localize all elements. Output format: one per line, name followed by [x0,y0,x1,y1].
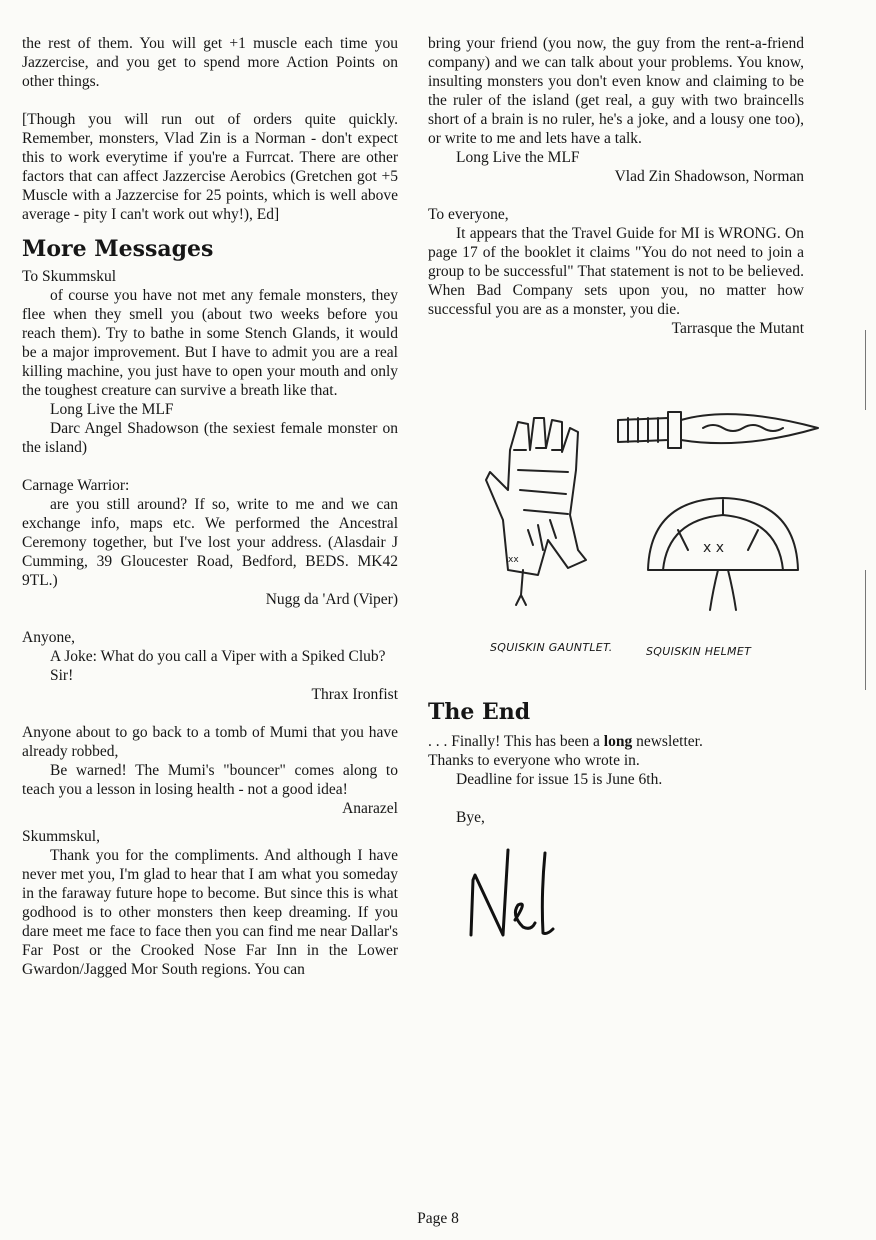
gauntlet-drawing [478,410,608,610]
closing-line-2: Thanks to everyone who wrote in. [428,752,640,769]
svg-text:xx: xx [508,555,519,565]
message-recipient: To Skummskul [22,268,117,285]
message-recipient: Carnage Warrior: [22,477,130,494]
message-reply-skummskul [22,827,398,979]
message-joke [22,628,398,704]
page-number: Page 8 [417,1210,459,1227]
dagger-drawing [613,400,823,460]
message-body: Thank you for the compliments. And although I have never met you, I'm glad to hear that I am what you someday in the faraway future hope to become. But since this is what godhood is to other monsters then keep dreaming. If you dare meet me face to face then you can find me near Dallar's Far Post or the Crooked Nose Far Inn in the Lower Gwardon/Jagged Mor South regions. You can [22,847,398,978]
helmet-drawing [638,490,808,630]
closing-text: . . . Finally! This has been a [428,733,604,750]
message-recipient: Skummskul, [22,828,100,845]
intro-paragraph: the rest of them. You will get +1 muscle each time you Jazzercise, and you get to spend more Action Points on other things. [22,35,398,90]
message-signature: Thrax Ironfist [311,686,398,703]
page-edge-mark [865,330,866,410]
continued-paragraph: bring your friend (you now, the guy from the rent-a-friend company) and we can talk about your problems. You know, insulting monsters you don't even know and claiming to be the ruler of the island (get real, a guy with two braincells short of a brain is no ruler, he's a joke, and a lousy one too), or write to me and lets have a talk. [428,35,804,147]
message-travel-guide [428,205,804,338]
message-tomb-warning [22,723,398,818]
message-body: are you still around? If so, write to me and we can exchange info, maps etc. We performed the Ancestral Ceremony together, but I've lost your address. (Alasdair J Cumming, 39 Gloucester Road, Bedford, BEDS. MK42 9TL.) [22,496,398,589]
farewell: Bye, [456,809,485,826]
message-recipient: Anyone about to go back to a tomb of Mumi that you have already robbed, [22,724,398,760]
message-signature: Vlad Zin Shadowson, Norman [614,168,804,185]
emphasis-word: long [603,733,633,750]
section-heading-more-messages: More Messages [22,236,214,262]
message-body: Be warned! The Mumi's "bouncer" comes along to teach you a lesson in losing health - not a good idea! [22,762,398,798]
section-heading-the-end: The End [428,699,531,725]
message-to-skummskul [22,267,398,457]
closing-text: newsletter. [632,733,703,750]
svg-text:x x: x x [703,540,725,556]
handwritten-signature [428,845,804,955]
message-body: of course you have not met any female monsters, they flee when they smell you (about two weeks before you reach them). Try to bathe in some Stench Glands, it would be a major improvement. But I have to admit you are a real killing machine, you just have to open your mouth and only the toughest creature can survive a breath like that. [22,287,398,399]
right-column [428,34,804,955]
editor-note: [Though you will run out of orders quite quickly. Remember, monsters, Vlad Zin is a Norman - don't expect this to work everytime if you're a Furrcat. There are other factors that can affect Jazzercise Aerobics (Gretchen got +5 Muscle with a Jazzercise for 25 points, which is well above average - pity I can't work out why!), Ed] [22,111,398,223]
closing-line-1 [428,732,804,751]
joke-question: A Joke: What do you call a Viper with a Spiked Club? [50,648,386,665]
page-edge-mark [865,570,866,690]
message-signature: Tarrasque the Mutant [671,320,804,337]
left-column [22,34,398,979]
message-to-carnage-warrior [22,476,398,609]
message-signature: Anarazel [342,800,398,817]
helmet-caption: SQUISKIN HELMET [646,645,752,658]
joke-answer: Sir! [50,667,74,684]
message-recipient: To everyone, [428,206,509,223]
signature-drawing [463,845,573,945]
message-closing: Long Live the MLF [456,149,580,166]
item-illustrations [428,380,804,680]
deadline-line: Deadline for issue 15 is June 6th. [456,771,663,788]
gauntlet-caption: SQUISKIN GAUNTLET. [490,641,613,654]
message-closing: Long Live the MLF [50,401,174,418]
message-recipient: Anyone, [22,629,75,646]
message-body: It appears that the Travel Guide for MI is WRONG. On page 17 of the booklet it claims "You do not need to join a group to be successful" That statement is not to be believed. When Bad Company sets upon you, no matter how successful you are as a monster, you die. [428,225,804,318]
message-signature: Nugg da 'Ard (Viper) [265,591,398,608]
message-signature: Darc Angel Shadowson (the sexiest female monster on the island) [22,420,398,456]
